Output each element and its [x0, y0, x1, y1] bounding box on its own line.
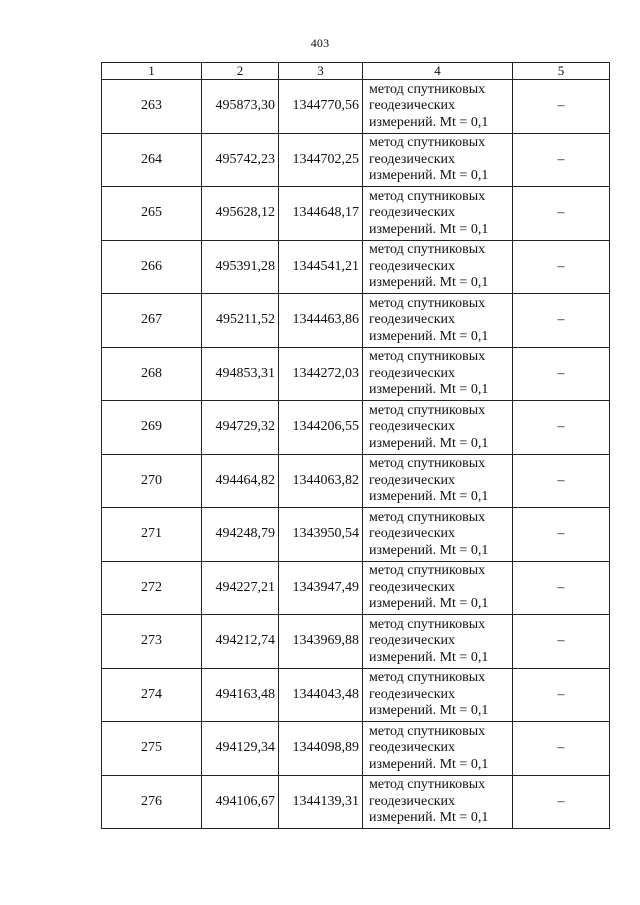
y-coordinate-cell: 1344463,86	[279, 294, 363, 348]
method-cell	[363, 775, 513, 829]
method-cell	[363, 722, 513, 776]
method-line: измерений. Mt = 0,1	[369, 542, 489, 558]
method-line: метод спутниковых	[369, 81, 486, 97]
column-header-5: 5	[513, 63, 610, 80]
point-number-cell: 269	[102, 401, 202, 455]
x-coordinate-cell: 494729,32	[202, 401, 279, 455]
y-coordinate-cell: 1344272,03	[279, 347, 363, 401]
method-line: геодезических	[369, 258, 456, 274]
method-cell	[363, 347, 513, 401]
method-line: измерений. Mt = 0,1	[369, 382, 489, 397]
coordinates-table	[101, 62, 610, 829]
x-coordinate-cell: 495628,12	[202, 187, 279, 241]
method-line: геодезических	[369, 633, 456, 648]
x-coordinate-cell: 495211,52	[202, 294, 279, 348]
method-line: геодезических	[369, 205, 456, 220]
method-line: геодезических	[369, 793, 456, 809]
note-cell: –	[513, 561, 610, 615]
table-row	[102, 775, 610, 829]
method-line: измерений. Mt = 0,1	[369, 275, 489, 290]
column-header-1: 1	[102, 63, 202, 80]
method-cell	[363, 401, 513, 455]
note-cell: –	[513, 187, 610, 241]
method-line: геодезических	[369, 312, 456, 327]
method-line: метод спутниковых	[369, 402, 486, 418]
table-row	[102, 401, 610, 455]
table-row	[102, 187, 610, 241]
method-line: измерений. Mt = 0,1	[369, 435, 489, 451]
point-number-cell: 274	[102, 668, 202, 722]
method-line: метод спутниковых	[369, 509, 486, 525]
y-coordinate-cell: 1343969,88	[279, 615, 363, 669]
y-coordinate-cell: 1344043,48	[279, 668, 363, 722]
method-line: геодезических	[369, 365, 456, 381]
method-line: геодезических	[369, 740, 456, 755]
x-coordinate-cell: 494163,48	[202, 668, 279, 722]
method-line: метод спутниковых	[369, 135, 486, 150]
x-coordinate-cell: 495391,28	[202, 240, 279, 294]
x-coordinate-cell: 494129,34	[202, 722, 279, 776]
y-coordinate-cell: 1344702,25	[279, 133, 363, 187]
note-cell: –	[513, 722, 610, 776]
x-coordinate-cell: 494227,21	[202, 561, 279, 615]
point-number-cell: 270	[102, 454, 202, 508]
point-number-cell: 271	[102, 508, 202, 562]
table-row	[102, 80, 610, 134]
y-coordinate-cell: 1343947,49	[279, 561, 363, 615]
note-cell: –	[513, 133, 610, 187]
method-line: измерений. Mt = 0,1	[369, 756, 489, 772]
method-line: метод спутниковых	[369, 295, 486, 311]
method-cell	[363, 133, 513, 187]
y-coordinate-cell: 1343950,54	[279, 508, 363, 562]
table-row	[102, 561, 610, 615]
method-line: измерений. Mt = 0,1	[369, 489, 489, 504]
point-number-cell: 264	[102, 133, 202, 187]
x-coordinate-cell: 495873,30	[202, 80, 279, 134]
y-coordinate-cell: 1344770,56	[279, 80, 363, 134]
method-line: измерений. Mt = 0,1	[369, 703, 489, 718]
note-cell: –	[513, 294, 610, 348]
method-line: метод спутниковых	[369, 349, 486, 364]
point-number-cell: 272	[102, 561, 202, 615]
y-coordinate-cell: 1344139,31	[279, 775, 363, 829]
note-cell: –	[513, 454, 610, 508]
method-line: метод спутниковых	[369, 456, 486, 471]
x-coordinate-cell: 495742,23	[202, 133, 279, 187]
method-cell	[363, 668, 513, 722]
method-line: геодезических	[369, 472, 456, 488]
note-cell: –	[513, 775, 610, 829]
point-number-cell: 276	[102, 775, 202, 829]
x-coordinate-cell: 494464,82	[202, 454, 279, 508]
x-coordinate-cell: 494106,67	[202, 775, 279, 829]
method-line: метод спутниковых	[369, 242, 486, 257]
point-number-cell: 273	[102, 615, 202, 669]
method-line: измерений. Mt = 0,1	[369, 810, 489, 825]
y-coordinate-cell: 1344541,21	[279, 240, 363, 294]
method-line: геодезических	[369, 526, 456, 541]
method-line: геодезических	[369, 151, 456, 167]
method-cell	[363, 187, 513, 241]
method-line: измерений. Mt = 0,1	[369, 168, 489, 183]
table-row	[102, 347, 610, 401]
method-line: геодезических	[369, 579, 456, 595]
table-row	[102, 722, 610, 776]
point-number-cell: 275	[102, 722, 202, 776]
column-header-2: 2	[202, 63, 279, 80]
x-coordinate-cell: 494248,79	[202, 508, 279, 562]
y-coordinate-cell: 1344648,17	[279, 187, 363, 241]
table-header-row	[102, 63, 610, 80]
method-line: измерений. Mt = 0,1	[369, 114, 489, 130]
method-cell	[363, 80, 513, 134]
method-cell	[363, 615, 513, 669]
x-coordinate-cell: 494853,31	[202, 347, 279, 401]
method-line: измерений. Mt = 0,1	[369, 328, 489, 344]
note-cell: –	[513, 401, 610, 455]
point-number-cell: 263	[102, 80, 202, 134]
table-row	[102, 615, 610, 669]
page-number: 403	[310, 36, 330, 50]
column-header-3: 3	[279, 63, 363, 80]
note-cell: –	[513, 347, 610, 401]
method-line: измерений. Mt = 0,1	[369, 649, 489, 665]
note-cell: –	[513, 240, 610, 294]
method-line: геодезических	[369, 686, 456, 702]
column-header-4: 4	[363, 63, 513, 80]
y-coordinate-cell: 1344206,55	[279, 401, 363, 455]
table-row	[102, 508, 610, 562]
table-row	[102, 133, 610, 187]
y-coordinate-cell: 1344063,82	[279, 454, 363, 508]
point-number-cell: 265	[102, 187, 202, 241]
method-line: метод спутниковых	[369, 670, 486, 685]
x-coordinate-cell: 494212,74	[202, 615, 279, 669]
point-number-cell: 268	[102, 347, 202, 401]
method-cell	[363, 454, 513, 508]
note-cell: –	[513, 508, 610, 562]
method-line: метод спутниковых	[369, 188, 486, 204]
point-number-cell: 267	[102, 294, 202, 348]
table-row	[102, 294, 610, 348]
note-cell: –	[513, 615, 610, 669]
method-cell	[363, 508, 513, 562]
method-line: метод спутниковых	[369, 616, 486, 632]
method-line: измерений. Mt = 0,1	[369, 221, 489, 237]
table-row	[102, 454, 610, 508]
method-line: геодезических	[369, 419, 456, 434]
method-line: измерений. Mt = 0,1	[369, 596, 489, 611]
method-cell	[363, 294, 513, 348]
method-cell	[363, 561, 513, 615]
method-line: метод спутниковых	[369, 777, 486, 792]
y-coordinate-cell: 1344098,89	[279, 722, 363, 776]
method-cell	[363, 240, 513, 294]
point-number-cell: 266	[102, 240, 202, 294]
method-line: метод спутниковых	[369, 563, 486, 578]
method-line: метод спутниковых	[369, 723, 486, 739]
table-row	[102, 668, 610, 722]
note-cell: –	[513, 668, 610, 722]
note-cell: –	[513, 80, 610, 134]
table-row	[102, 240, 610, 294]
method-line: геодезических	[369, 98, 456, 113]
